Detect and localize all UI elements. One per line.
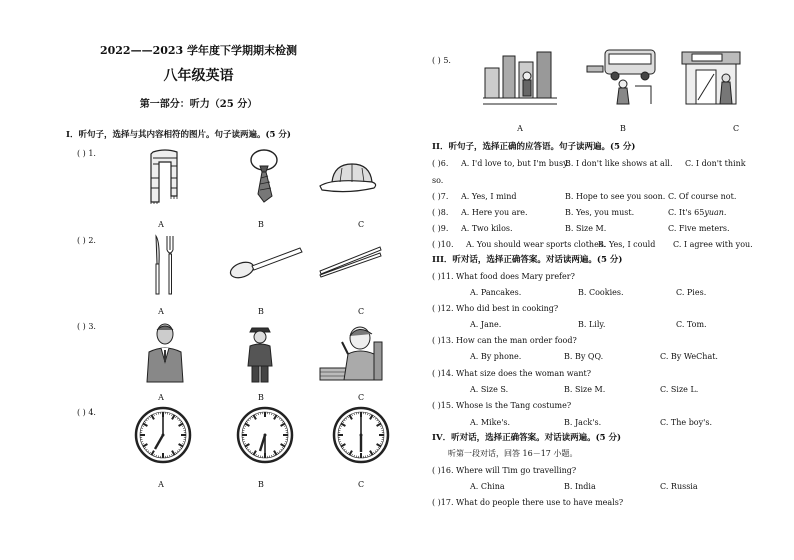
q9-num: ( )9. (432, 224, 449, 233)
q11-option-c: C. Pies. (676, 288, 707, 297)
q6-num: ( )6. (432, 159, 449, 168)
q5-label-a: A (517, 124, 523, 133)
q3-label-b: B (258, 393, 264, 402)
part-title: 第一部分：听力（25 分） (139, 99, 258, 110)
grade-subject: 八年级英语 (163, 68, 234, 84)
q16-option-b: B. India (564, 482, 596, 491)
clock-icon-c (332, 406, 390, 464)
q4-label-b: B (258, 480, 264, 489)
q10-option-c: C. I agree with you. (673, 240, 753, 249)
spoon-icon (228, 244, 304, 280)
tie-icon (248, 148, 280, 204)
teacher-icon (320, 322, 382, 382)
q2-label-c: C (357, 307, 365, 316)
chopsticks-icon (318, 245, 382, 277)
q9-option-b: B. Size M. (565, 224, 607, 233)
subway-station-icon (680, 50, 742, 106)
policeman-icon (242, 322, 278, 382)
section4-heading: IV．听对话，选择正确答案。对话读两遍。(5 分) (432, 433, 621, 443)
q12-text: ( )12. Who did best in cooking? (432, 304, 559, 313)
q2-label-a: A (158, 307, 164, 316)
q13-text: ( )13. How can the man order food? (432, 336, 577, 345)
q5-label-c: C (732, 124, 740, 133)
q8-option-b: B. Yes, you must. (565, 208, 635, 217)
q17-text: ( )17. What do people there use to have meals? (432, 498, 624, 507)
q14-option-a: A. Size S. (470, 385, 509, 394)
q9-option-c: C. Five meters. (668, 224, 730, 233)
q5-label-b: B (620, 124, 626, 133)
section1-heading: I．听句子，选择与其内容相符的图片。句子读两遍。(5 分) (66, 130, 291, 140)
q15-option-a: A. Mike's. (470, 418, 511, 427)
q10-option-b: B. Yes, I could (598, 240, 656, 249)
q11-text: ( )11. What food does Mary prefer? (432, 272, 575, 281)
q2-label-b: B (258, 307, 264, 316)
section4-intro: 听第一段对话，回答 16－17 小题。 (448, 449, 578, 458)
businessman-icon (145, 322, 185, 382)
q16-option-c: C. Russia (660, 482, 698, 491)
q15-text: ( )15. Whose is the Tang costume? (432, 401, 572, 410)
q5-mark: ( ) 5. (432, 56, 451, 65)
q4-mark: ( ) 4. (77, 408, 96, 417)
q10-option-a: A. You should wear sports clothes. (466, 240, 606, 249)
q14-option-c: C. Size L. (660, 385, 699, 394)
q3-label-a: A (158, 393, 164, 402)
section2-heading: II．听句子，选择正确的应答语。句子读两遍。(5 分) (432, 142, 636, 152)
clock-icon-a (134, 406, 192, 464)
q11-option-b: B. Cookies. (578, 288, 624, 297)
q12-option-a: A. Jane. (470, 320, 502, 329)
clock-icon-b (236, 406, 294, 464)
knife-fork-icon (150, 234, 178, 296)
q3-label-c: C (357, 393, 365, 402)
q11-option-a: A. Pancakes. (470, 288, 522, 297)
q6-option-c: C. I don't think (685, 159, 746, 168)
q4-label-a: A (158, 480, 164, 489)
q14-option-b: B. Size M. (564, 385, 606, 394)
q12-option-c: C. Tom. (676, 320, 707, 329)
q10-num: ( )10. (432, 240, 454, 249)
q12-option-b: B. Lily. (578, 320, 606, 329)
q15-option-b: B. Jack's. (564, 418, 602, 427)
q13-option-b: B. By QQ. (564, 352, 604, 361)
q9-option-a: A. Two kilos. (461, 224, 513, 233)
q1-label-b: B (258, 220, 264, 229)
q16-option-a: A. China (470, 482, 505, 491)
q1-label-a: A (158, 220, 164, 229)
q6-option-b: B. I don't like shows at all. (565, 159, 673, 168)
q1-label-c: C (357, 220, 365, 229)
q6-option-a: A. I'd love to, but I'm busy. (461, 159, 570, 168)
q16-text: ( )16. Where will Tim go travelling? (432, 466, 577, 475)
q14-text: ( )14. What size does the woman want? (432, 369, 592, 378)
cap-icon (318, 160, 382, 196)
q15-option-c: C. The boy's. (660, 418, 712, 427)
city-street-icon (483, 46, 557, 106)
q3-mark: ( ) 3. (77, 322, 96, 331)
q7-num: ( )7. (432, 192, 449, 201)
section3-heading: III．听对话，选择正确答案。对话读两遍。(5 分) (432, 255, 623, 265)
q4-label-c: C (357, 480, 365, 489)
q7-option-b: B. Hope to see you soon. (565, 192, 666, 201)
q7-option-c: C. Of course not. (668, 192, 737, 201)
q8-option-c (668, 208, 726, 218)
q8-option-a: A. Here you are. (461, 208, 528, 217)
q13-option-c: C. By WeChat. (660, 352, 718, 361)
bus-stop-icon (585, 46, 659, 106)
q13-option-a: A. By phone. (470, 352, 522, 361)
q2-mark: ( ) 2. (77, 236, 96, 245)
q6-wrap: so. (432, 176, 444, 185)
q8-num: ( )8. (432, 208, 449, 217)
q7-option-a: A. Yes, I mind (461, 192, 517, 201)
q8-unit: yuan. (704, 208, 727, 217)
exam-title: 2022——2023 学年度下学期期末检测 (99, 44, 298, 57)
q1-mark: ( ) 1. (77, 149, 96, 158)
q8-option-c-text: C. It's 65 (668, 208, 705, 217)
scarf-icon (145, 148, 185, 204)
